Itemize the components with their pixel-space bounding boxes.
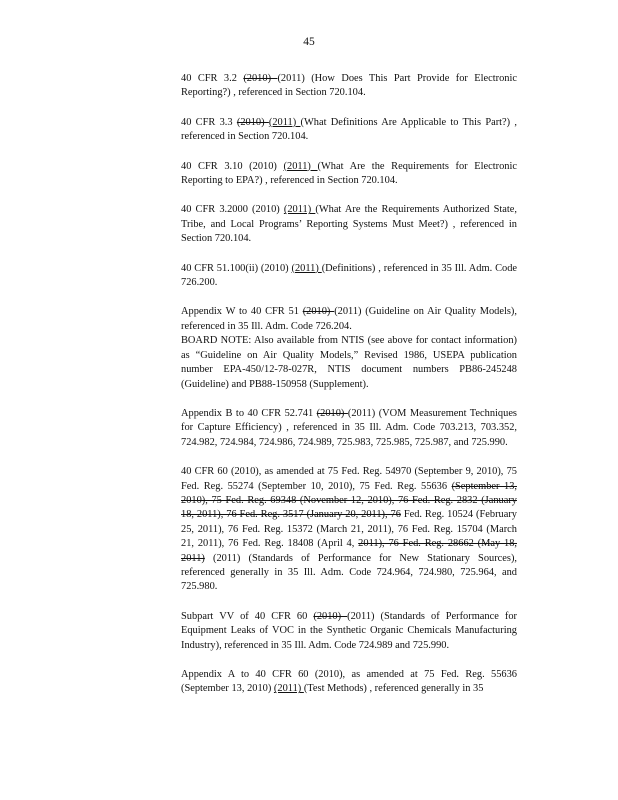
reference-text: Fed. Reg. 10524 (February 25, 2011), 76 Fed. Reg. 15372 (March 21, 2011), 76 Fed. Reg. 15704 (March 21, 2011), 76 Fed. Reg. 18408 (April 4, <box>181 509 517 550</box>
reference-entry <box>181 668 517 697</box>
deleted-text: (2010) <box>243 73 278 84</box>
reference-text: Appendix A to 40 CFR 60 (2010), as amended at 75 Fed. Reg. 55636 (September 13, 2010) <box>181 669 517 695</box>
reference-text: (What Are the Requirements for Electronic Reporting to EPA?) , referenced in Section 720.104. <box>181 160 517 187</box>
reference-text: (Test Methods) , referenced generally in 35 <box>303 683 484 695</box>
reference-entry <box>181 160 517 189</box>
deleted-text: (2010) <box>302 306 335 318</box>
reference-list <box>181 72 517 697</box>
reference-text: (2011) (How Does This Part Provide for Electronic Reporting?) , referenced in Section 720.104. <box>181 73 517 99</box>
reference-text: (2011) (VOM Measurement Techniques for Capture Efficiency) , referenced in 35 Ill. Adm. Code 703.213, 703.352, 724.982, 724.984, 724.986, 724.989, 725.983, 725.985, 725.987, and 725.990. <box>181 407 517 448</box>
inserted-text: (2011) <box>273 683 304 695</box>
inserted-text: (2011) <box>268 116 301 128</box>
deleted-text: (2010) <box>316 407 348 419</box>
inserted-text: (2011) <box>291 262 322 274</box>
reference-entry <box>181 407 517 450</box>
reference-text: 40 CFR 3.10 (2010) <box>181 160 284 172</box>
reference-text: (Definitions) , referenced in 35 Ill. Adm. Code 726.200. <box>181 262 517 289</box>
reference-entry <box>181 465 517 595</box>
reference-entry <box>181 116 517 145</box>
page-number: 45 <box>303 36 315 48</box>
deleted-text: (2010) <box>313 610 348 622</box>
reference-text: Appendix B to 40 CFR 52.741 <box>181 407 317 419</box>
reference-entry <box>181 305 517 391</box>
reference-text: 40 CFR 3.2 <box>181 73 244 84</box>
reference-text: (2011) (Standards of Performance for New Stationary Sources), referenced generally in 35 Ill. Adm. Code 724.964, 724.980, 725.964, and 725.980. <box>181 552 517 593</box>
reference-text: (What Definitions Are Applicable to This Part?) , referenced in Section 720.104. <box>181 116 518 143</box>
deleted-text: (2010) <box>236 116 269 128</box>
deleted-text: 2011), 76 Fed. Reg. 28662 (May 18, 2011) <box>181 538 517 564</box>
inserted-text: (2011) <box>283 160 318 172</box>
inserted-text: (2011) <box>283 204 316 216</box>
reference-text: 40 CFR 3.3 <box>181 116 237 128</box>
deleted-text: (September 13, 2010), 75 Fed. Reg. 69348 (November 12, 2010), 76 Fed. Reg. 2832 (January 18, 2011), 76 Fed. Reg. 3517 (January 20, 2011), 76 <box>181 480 517 521</box>
reference-text: 40 CFR 60 (2010), as amended at 75 Fed. Reg. 54970 (September 9, 2010), 75 Fed. Reg. 55274 (September 10, 2010), 75 Fed. Reg. 55636 <box>181 466 517 492</box>
reference-text: BOARD NOTE: Also available from NTIS (see above for contact information) as “Guideline on Air Quality Models,” Revised 1986, USEPA publication number EPA-450/12-78-027R, NTIS document numbers PB86-245248 (Guideline) and PB88-150958 (Supplement). <box>181 335 517 390</box>
reference-entry <box>181 72 517 101</box>
reference-text: 40 CFR 51.100(ii) (2010) <box>181 262 292 274</box>
reference-text: (2011) (Standards of Performance for Equipment Leaks of VOC in the Synthetic Organic Chemicals Manufacturing Industry), referenced in 35 Ill. Adm. Code 724.989 and 725.990. <box>181 610 517 651</box>
reference-text: (2011) (Guideline on Air Quality Models), referenced in 35 Ill. Adm. Code 726.204. <box>181 306 517 332</box>
reference-entry <box>181 203 517 246</box>
reference-text: (What Are the Requirements Authorized State, Tribe, and Local Programs’ Reporting Systems Must Meet?) , referenced in Section 720.104. <box>181 204 517 245</box>
reference-text: 40 CFR 3.2000 (2010) <box>181 204 284 216</box>
reference-text: Appendix W to 40 CFR 51 <box>181 306 303 318</box>
reference-entry <box>181 610 517 653</box>
reference-entry <box>181 262 517 291</box>
reference-text: Subpart VV of 40 CFR 60 <box>181 610 314 622</box>
